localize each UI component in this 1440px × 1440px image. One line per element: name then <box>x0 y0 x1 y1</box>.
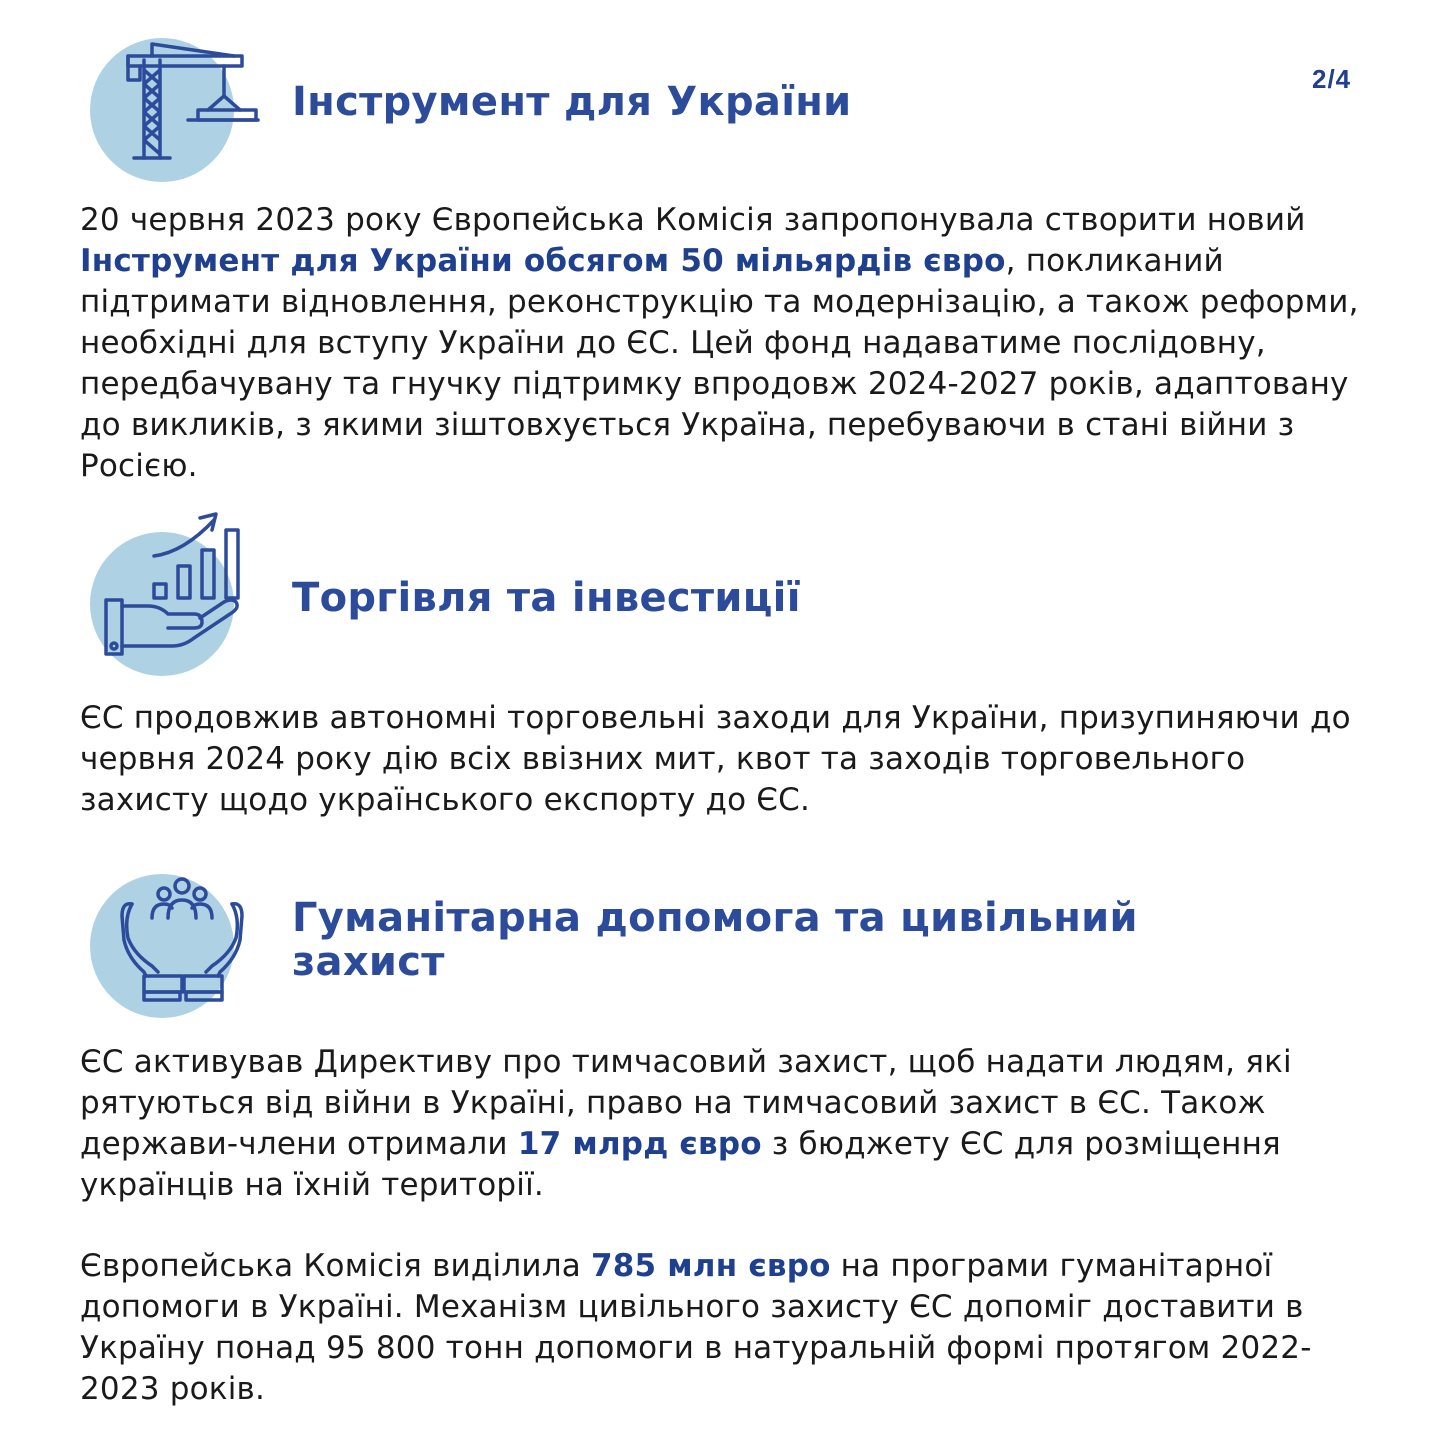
paragraph-humanitarian-2 <box>80 1246 1380 1410</box>
crane-icon <box>84 30 264 190</box>
paragraph-text: ЄС продовжив автономні торговельні заходи для України, призупиняючи до червня 2024 року дію всіх ввізних мит, квот та заходів торговельного захисту щодо українського експорту до ЄС. <box>80 700 1351 818</box>
paragraph-text: з бюджету ЄС для розміщення українців на їхній території. <box>80 1126 1281 1203</box>
paragraph-text: Європейська Комісія виділила <box>80 1248 591 1284</box>
hands-people-icon <box>84 868 264 1028</box>
highlight-17-billion: 17 млрд євро <box>517 1126 762 1162</box>
paragraph-text: , покликаний підтримати відновлення, реконструкцію та модернізацію, а також реформи, необхідні для вступу України до ЄС. Цей фонд надаватиме послідовну, передбачувану та гнучку підтримку впродовж 2024-2027 років, адаптовану до викликів, з якими зіштовхується Україна, перебуваючи в стані війни з Росією. <box>80 243 1359 484</box>
section-heading-humanitarian <box>292 896 1138 984</box>
heading-line: захист <box>292 939 445 985</box>
section-heading-instrument: Інструмент для України <box>292 79 852 125</box>
page-number: 2/4 <box>1312 64 1352 94</box>
paragraph-humanitarian-1 <box>80 1042 1380 1206</box>
paragraph-text: 20 червня 2023 року Європейська Комісія запропонувала створити новий <box>80 202 1306 238</box>
highlight-785-million: 785 млн євро <box>590 1248 831 1284</box>
paragraph-text: на програми гуманітарної допомоги в Україні. Механізм цивільного захисту ЄС допоміг доставити в Україну понад 95 800 тонн допомоги в натуральній формі протягом 2022-2023 років. <box>80 1248 1312 1407</box>
paragraph-text: ЄС активував Директиву про тимчасовий захист, щоб надати людям, які рятуються від війни в Україні, право на тимчасовий захист в ЄС. Також держави-члени отримали <box>80 1044 1292 1162</box>
paragraph-instrument <box>80 200 1380 487</box>
growth-chart-hand-icon <box>84 522 264 682</box>
heading-line: Гуманітарна допомога та цивільний <box>292 895 1138 941</box>
section-heading-trade: Торгівля та інвестиції <box>292 575 801 621</box>
highlight-instrument-amount: Інструмент для України обсягом 50 мільярдів євро <box>80 243 1006 279</box>
section-instrument-header <box>84 30 1384 190</box>
paragraph-trade <box>80 698 1380 821</box>
section-trade-header <box>84 510 1384 680</box>
section-humanitarian-header <box>84 868 1384 1028</box>
